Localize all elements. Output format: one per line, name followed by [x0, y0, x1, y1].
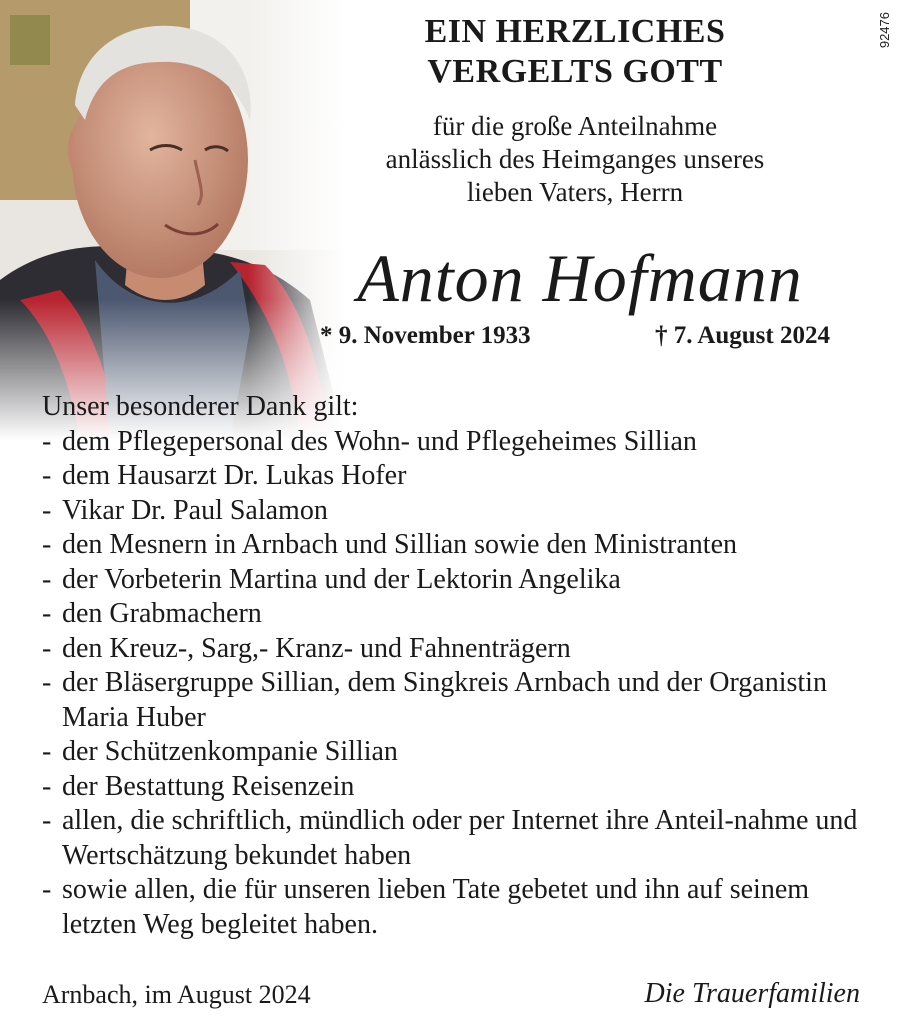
subtext-line-2: anlässlich des Heimganges unseres: [385, 144, 765, 174]
headline: [335, 12, 815, 92]
birth-date: * 9. November 1933: [320, 322, 531, 349]
subtext-line-3: lieben Vaters, Herrn: [466, 177, 684, 207]
subtext-line-1: für die große Anteilnahme: [432, 111, 718, 141]
list-item: - den Grabmachern: [42, 598, 262, 629]
death-date: † 7. August 2024: [654, 322, 830, 349]
headline-line-1: EIN HERZLICHES: [424, 13, 726, 50]
list-item: - der Vorbeterin Martina und der Lektorin Angelika: [42, 563, 621, 595]
signature: Die Trauerfamilien: [644, 978, 860, 1009]
deceased-name: Anton Hofmann: [357, 240, 803, 316]
portrait-photo: [0, 0, 345, 440]
thanks-section: [42, 390, 862, 942]
place-date: Arnbach, im August 2024: [42, 980, 311, 1009]
list-item: - sowie allen, die für unseren lieben Tate gebetet und ihn auf seinem letzten Weg begleitet haben.: [42, 874, 810, 940]
thanks-list: [42, 425, 862, 943]
headline-line-2: VERGELTS GOTT: [427, 53, 723, 90]
ad-code: 92476: [877, 12, 892, 49]
list-item: - Vikar Dr. Paul Salamon: [42, 494, 328, 526]
list-item: - der Bläsergruppe Sillian, dem Singkreis Arnbach und der Organistin Maria Huber: [42, 667, 827, 733]
life-dates: [320, 322, 830, 350]
list-item: - dem Hausarzt Dr. Lukas Hofer: [42, 460, 407, 491]
list-item: - allen, die schriftlich, mündlich oder per Internet ihre Anteil-nahme und Wertschätzung bekundet haben: [42, 805, 858, 871]
list-item: - dem Pflegepersonal des Wohn- und Pflegeheimes Sillian: [42, 425, 697, 457]
thanks-intro: Unser besonderer Dank gilt:: [42, 391, 359, 422]
list-item: - der Schützenkompanie Sillian: [42, 736, 398, 767]
subtext: [335, 110, 815, 209]
list-item: - den Mesnern in Arnbach und Sillian sowie den Ministranten: [42, 529, 737, 560]
list-item: - den Kreuz-, Sarg,- Kranz- und Fahnenträgern: [42, 632, 571, 664]
list-item: - der Bestattung Reisenzein: [42, 770, 355, 802]
